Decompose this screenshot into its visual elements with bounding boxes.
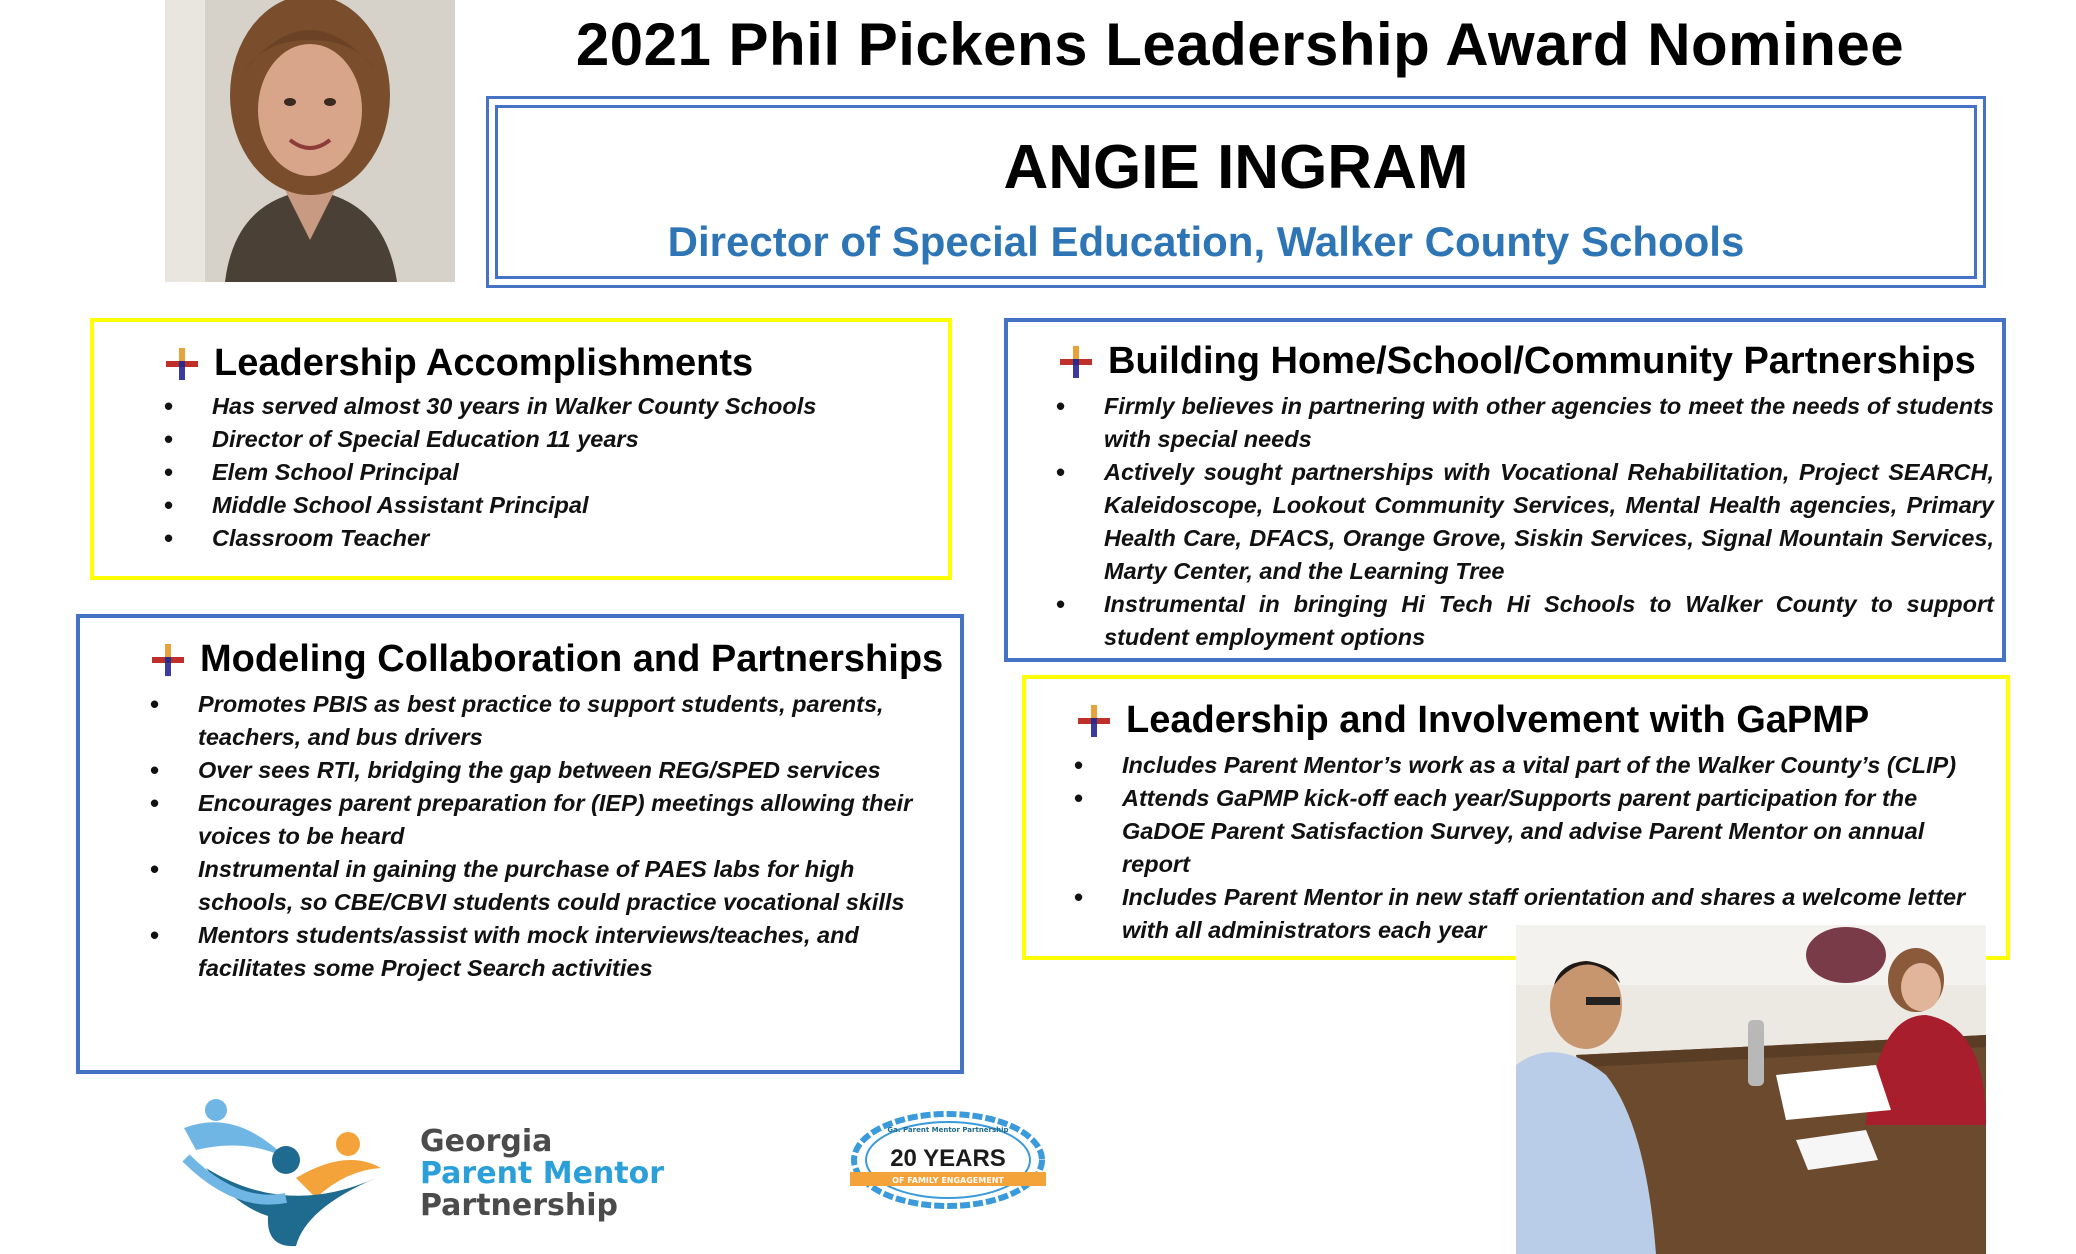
list-item: • Instrumental in gaining the purchase of PAES labs for high schools, so CBE/CBVI students could practice vocational skills [198, 853, 948, 919]
gapmp-panel [1022, 675, 2010, 960]
partnerships-heading: Building Home/School/Community Partnerships [1058, 340, 1976, 383]
partnerships-panel [1004, 318, 2006, 662]
collaboration-list [198, 688, 948, 985]
svg-text:Ga. Parent Mentor Partnership: Ga. Parent Mentor Partnership [887, 1126, 1009, 1134]
nominee-name-box [486, 96, 1986, 288]
twenty-years-badge [848, 1110, 1048, 1210]
leadership-accomplishments-list [212, 390, 932, 555]
partnerships-list [1104, 390, 1994, 654]
leadership-accomplishments-heading: Leadership Accomplishments [164, 342, 753, 385]
list-item: • Director of Special Education 11 years [212, 423, 932, 456]
nominee-role: Director of Special Education, Walker County Schools [667, 218, 1745, 265]
gpmp-logo [176, 1098, 386, 1248]
list-item: • Promotes PBIS as best practice to support students, parents, teachers, and bus drivers [198, 688, 948, 754]
collaboration-heading: Modeling Collaboration and Partnerships [150, 638, 943, 681]
gpmp-logo-text: Georgia Parent Mentor Partnership [420, 1124, 665, 1223]
list-item: • Instrumental in bringing Hi Tech Hi Schools to Walker County to support student employment options [1104, 588, 1994, 654]
list-item: • Over sees RTI, bridging the gap between REG/SPED services [198, 754, 948, 787]
list-item: • Includes Parent Mentor’s work as a vital part of the Walker County’s (CLIP) [1122, 749, 1982, 782]
gapmp-heading: Leadership and Involvement with GaPMP [1076, 699, 1869, 742]
cross-bullet-icon [1076, 703, 1112, 739]
nominee-name: ANGIE INGRAM [1003, 133, 1469, 202]
page-title: 2021 Phil Pickens Leadership Award Nominee [575, 11, 1905, 78]
svg-text:OF FAMILY ENGAGEMENT: OF FAMILY ENGAGEMENT [892, 1176, 1004, 1185]
list-item: • Encourages parent preparation for (IEP) meetings allowing their voices to be heard [198, 787, 948, 853]
cross-bullet-icon [150, 642, 186, 678]
list-item: • Attends GaPMP kick-off each year/Supports parent participation for the GaDOE Parent Satisfaction Survey, and advise Parent Mentor on annual report [1122, 782, 1982, 881]
list-item: • Classroom Teacher [212, 522, 932, 555]
leadership-accomplishments-panel [90, 318, 952, 580]
meeting-photo [1516, 925, 1986, 1254]
collaboration-panel [76, 614, 964, 1074]
cross-bullet-icon [1058, 344, 1094, 380]
list-item: • Includes Parent Mentor in new staff orientation and shares a welcome letter with all administrators each year [1122, 881, 1982, 947]
list-item: • Has served almost 30 years in Walker County Schools [212, 390, 932, 423]
gapmp-list [1122, 749, 1982, 947]
list-item: • Mentors students/assist with mock interviews/teaches, and facilitates some Project Search activities [198, 919, 948, 985]
svg-text:20 YEARS: 20 YEARS [890, 1145, 1006, 1172]
list-item: • Actively sought partnerships with Vocational Rehabilitation, Project SEARCH, Kaleidoscope, Lookout Community Services, Mental Health agencies, Primary Health Care, DFACS, Orange Grove, Siskin Services, Signal Mountain Services, Marty Center, and the Learning Tree [1104, 456, 1994, 588]
nominee-headshot-photo [165, 0, 455, 282]
list-item: • Firmly believes in partnering with other agencies to meet the needs of students with special needs [1104, 390, 1994, 456]
cross-bullet-icon [164, 346, 200, 382]
list-item: • Elem School Principal [212, 456, 932, 489]
list-item: • Middle School Assistant Principal [212, 489, 932, 522]
